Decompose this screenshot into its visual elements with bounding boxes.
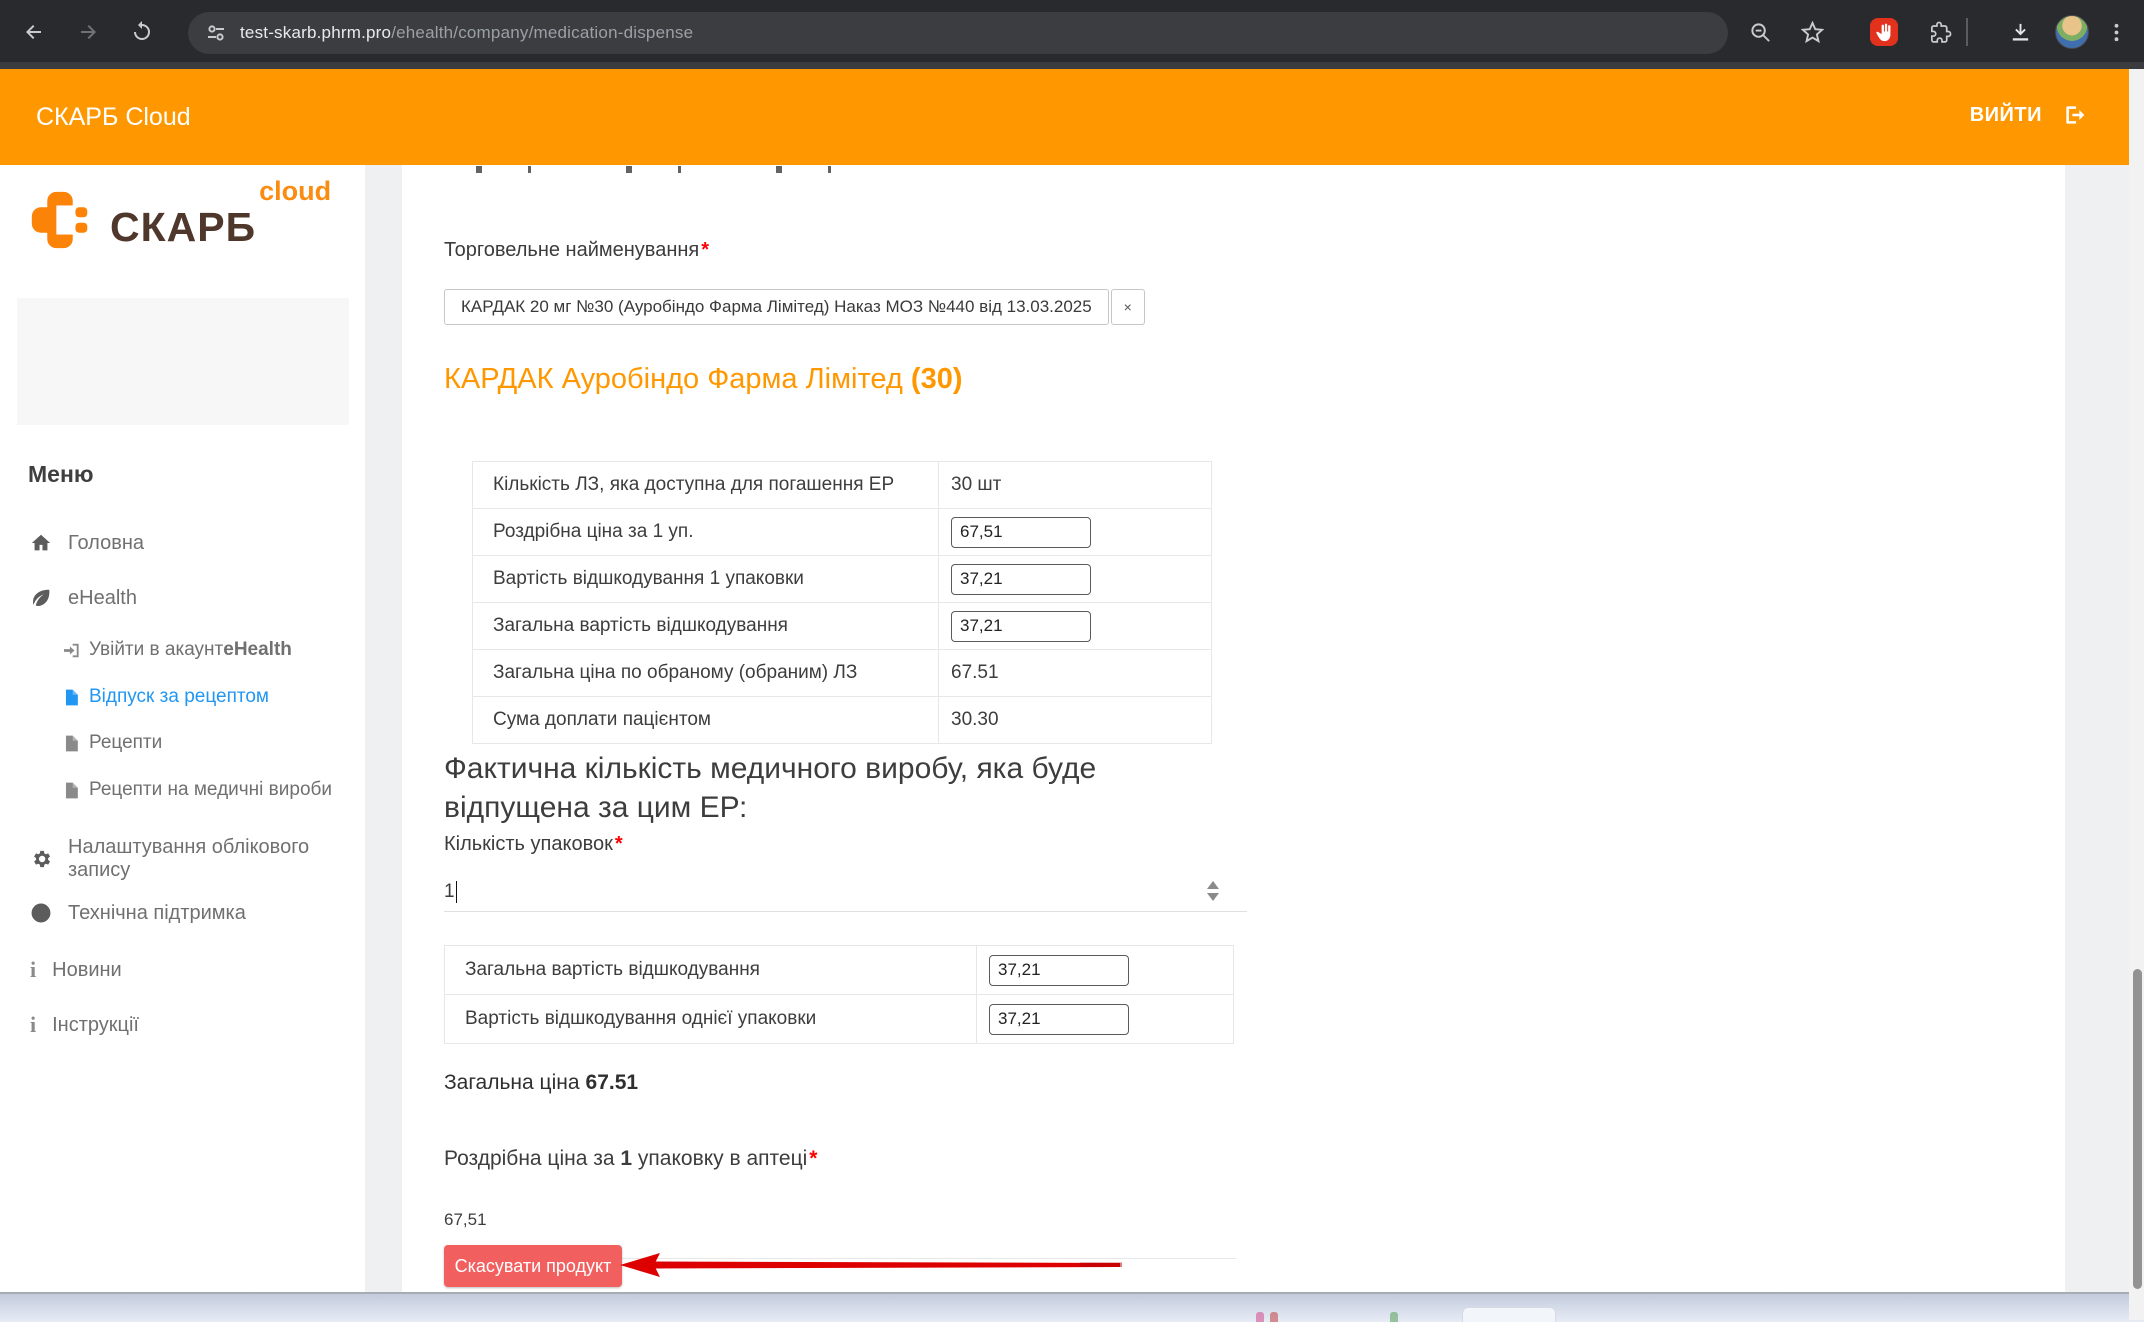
- logo-text: СКАРБ: [110, 204, 257, 250]
- reload-button[interactable]: [122, 12, 162, 52]
- trade-name-label: [444, 239, 709, 262]
- adblock-extension-icon[interactable]: [1864, 12, 1904, 52]
- clipped-text-remnant: [442, 166, 922, 173]
- taskbar-icon-hint: [1256, 1312, 1264, 1322]
- required-asterisk: *: [809, 1147, 818, 1170]
- gear-icon: [30, 848, 52, 870]
- url-path: /ehealth/company/medication-dispense: [391, 23, 694, 42]
- retail-label-post: упаковку в аптеці: [632, 1147, 808, 1170]
- url-domain: test-skarb.phrm.pro: [240, 23, 392, 42]
- taskbar-sliver: [0, 1292, 2144, 1322]
- sidebar-item-label: eHealth: [68, 586, 137, 609]
- sidebar-item-9[interactable]: [30, 1010, 139, 1040]
- logout-icon: [2062, 102, 2088, 128]
- table-row: [473, 650, 1211, 697]
- quantity-label: [444, 833, 623, 856]
- sidebar-placeholder-box: [17, 298, 349, 425]
- url-text: [240, 23, 693, 43]
- forward-button[interactable]: [68, 12, 108, 52]
- browser-toolbar: [0, 0, 2144, 69]
- app-logo[interactable]: [30, 176, 332, 251]
- row-value-cell: [976, 946, 1233, 994]
- required-asterisk: *: [614, 833, 623, 855]
- toolbar-separator: [1966, 18, 1968, 46]
- scrollbar-thumb[interactable]: [2133, 969, 2142, 1289]
- row-value-text: 30.30: [938, 697, 1211, 743]
- sidebar-item-label: Інструкції: [52, 1013, 139, 1036]
- total-price-value: 67.51: [585, 1071, 639, 1094]
- sidebar-item-2[interactable]: [62, 635, 292, 665]
- row-label: Вартість відшкодування 1 упаковки: [493, 568, 804, 589]
- profile-avatar[interactable]: [2052, 12, 2092, 52]
- quantity-input[interactable]: [444, 863, 1247, 912]
- annotation-arrow-icon: [620, 1251, 1125, 1279]
- table-row: [445, 946, 1233, 995]
- sidebar: [0, 165, 365, 1292]
- ring-icon: [30, 902, 52, 924]
- trade-name-label-text: Торговельне найменування: [444, 239, 700, 261]
- sidebar-item-8[interactable]: [30, 955, 122, 985]
- product-heading-count: (30): [910, 363, 963, 395]
- page-background: [0, 165, 2144, 1292]
- site-settings-icon[interactable]: [206, 23, 226, 43]
- row-value-cell: [976, 995, 1233, 1043]
- row-value-input[interactable]: 37,21: [951, 564, 1091, 595]
- home-icon: [30, 532, 52, 554]
- leaf-icon: [30, 587, 52, 609]
- product-heading-name: КАРДАК Ауробіндо Фарма Лімітед: [444, 363, 911, 395]
- table-row: [473, 556, 1211, 603]
- stop-hand-icon: [1870, 18, 1898, 46]
- sidebar-item-label-bold: eHealth: [223, 639, 292, 660]
- row-label: Сума доплати пацієнтом: [493, 709, 711, 730]
- total-price-label: Загальна ціна: [444, 1071, 580, 1094]
- stepper-down-icon[interactable]: [1207, 893, 1219, 901]
- sidebar-item-6[interactable]: [30, 836, 365, 881]
- row-label: Вартість відшкодування однієї упаковки: [465, 1008, 817, 1029]
- retail-price-input[interactable]: 67,51: [444, 1201, 1236, 1259]
- sidebar-item-label: Увійти в акаунт: [89, 639, 224, 660]
- row-value-input[interactable]: 37,21: [951, 611, 1091, 642]
- info-icon: i: [30, 1012, 37, 1037]
- required-asterisk: *: [701, 239, 710, 261]
- taskbar-icon-hint: [1270, 1312, 1278, 1322]
- number-stepper[interactable]: [1207, 881, 1219, 901]
- sidebar-item-label: Рецепти на медичні вироби: [89, 779, 333, 800]
- file-icon: [62, 734, 81, 753]
- retail-label-pre: Роздрібна ціна за: [444, 1147, 621, 1170]
- remove-product-icon[interactable]: ×: [1111, 289, 1145, 325]
- logo-cloud-text: cloud: [259, 176, 332, 206]
- sidebar-item-0[interactable]: [30, 528, 144, 558]
- app-brand: СКАРБ Cloud: [36, 103, 191, 131]
- product-heading: [444, 363, 962, 396]
- taskbar-icon-hint: [1390, 1312, 1398, 1322]
- row-label: Загальна вартість відшкодування: [493, 615, 788, 636]
- table-row: [445, 995, 1233, 1044]
- reimbursement-table: [444, 945, 1234, 1044]
- file-icon: [62, 688, 81, 707]
- quantity-label-text: Кількість упаковок: [444, 833, 613, 855]
- sidebar-item-label: Налаштування облікового запису: [68, 836, 310, 881]
- skarb-logo-icon: [30, 190, 90, 250]
- sidebar-item-label: Головна: [68, 531, 144, 554]
- row-value-cell: [938, 603, 1211, 649]
- row-value-text: 30 шт: [938, 462, 1211, 508]
- cancel-product-button[interactable]: Скасувати продукт: [444, 1245, 622, 1287]
- sidebar-item-label: Новини: [52, 958, 122, 981]
- info-icon: i: [30, 957, 37, 982]
- table-row: [473, 603, 1211, 650]
- browser-menu-icon[interactable]: [2096, 12, 2136, 52]
- row-label: Загальна ціна по обраному (обраним) ЛЗ: [493, 662, 858, 683]
- total-price-line: [444, 1071, 638, 1095]
- back-button[interactable]: [14, 12, 54, 52]
- row-label: Кількість ЛЗ, яка доступна для погашення ЕР: [493, 474, 895, 495]
- zoom-icon[interactable]: [1740, 12, 1780, 52]
- table-row: [473, 697, 1211, 744]
- retail-label-bold: 1: [620, 1147, 633, 1170]
- address-bar[interactable]: [188, 12, 1728, 54]
- table-row: [473, 462, 1211, 509]
- sidebar-item-label: Рецепти: [89, 732, 163, 753]
- sidebar-item-1[interactable]: [30, 583, 137, 613]
- row-value-input[interactable]: 67,51: [951, 517, 1091, 548]
- bookmark-star-icon[interactable]: [1792, 12, 1832, 52]
- app-header: [0, 69, 2144, 165]
- sidebar-item-3[interactable]: [62, 682, 269, 712]
- sidebar-item-4[interactable]: [62, 728, 162, 758]
- sidebar-item-5[interactable]: [62, 775, 332, 805]
- avatar-image: [2055, 15, 2089, 49]
- logout-label: ВИЙТИ: [1969, 103, 2042, 126]
- menu-title: Меню: [28, 461, 94, 487]
- selected-product-chip[interactable]: КАРДАК 20 мг №30 (Ауробіндо Фарма Лімітед) Наказ МОЗ №440 від 13.03.2025: [444, 289, 1109, 325]
- row-value-input[interactable]: 37,21: [989, 1004, 1129, 1035]
- content-card: [402, 165, 2065, 1292]
- signin-icon: [62, 641, 81, 660]
- stepper-up-icon[interactable]: [1207, 881, 1219, 889]
- row-label: Загальна вартість відшкодування: [465, 959, 760, 980]
- table-row: [473, 509, 1211, 556]
- row-value-cell: [938, 556, 1211, 602]
- sidebar-item-label: Технічна підтримка: [68, 901, 246, 924]
- row-value-input[interactable]: 37,21: [989, 955, 1129, 986]
- logout-button[interactable]: [1970, 102, 2088, 128]
- downloads-icon[interactable]: [2000, 12, 2040, 52]
- actual-quantity-heading: Фактична кількість медичного виробу, яка буде відпущена за цим ЕР:: [444, 752, 1097, 824]
- page-scrollbar[interactable]: [2129, 69, 2144, 1320]
- availability-table: [472, 461, 1212, 744]
- extensions-puzzle-icon[interactable]: [1920, 12, 1960, 52]
- retail-price-label: [444, 1147, 817, 1171]
- row-value-cell: [938, 509, 1211, 555]
- quantity-value: 1: [444, 881, 455, 902]
- sidebar-item-7[interactable]: [30, 898, 246, 928]
- product-select[interactable]: [444, 289, 1145, 325]
- file-icon: [62, 781, 81, 800]
- text-caret: [456, 881, 457, 903]
- row-value-text: 67.51: [938, 650, 1211, 696]
- sidebar-item-label: Відпуск за рецептом: [89, 686, 269, 707]
- row-label: Роздрібна ціна за 1 уп.: [493, 521, 694, 542]
